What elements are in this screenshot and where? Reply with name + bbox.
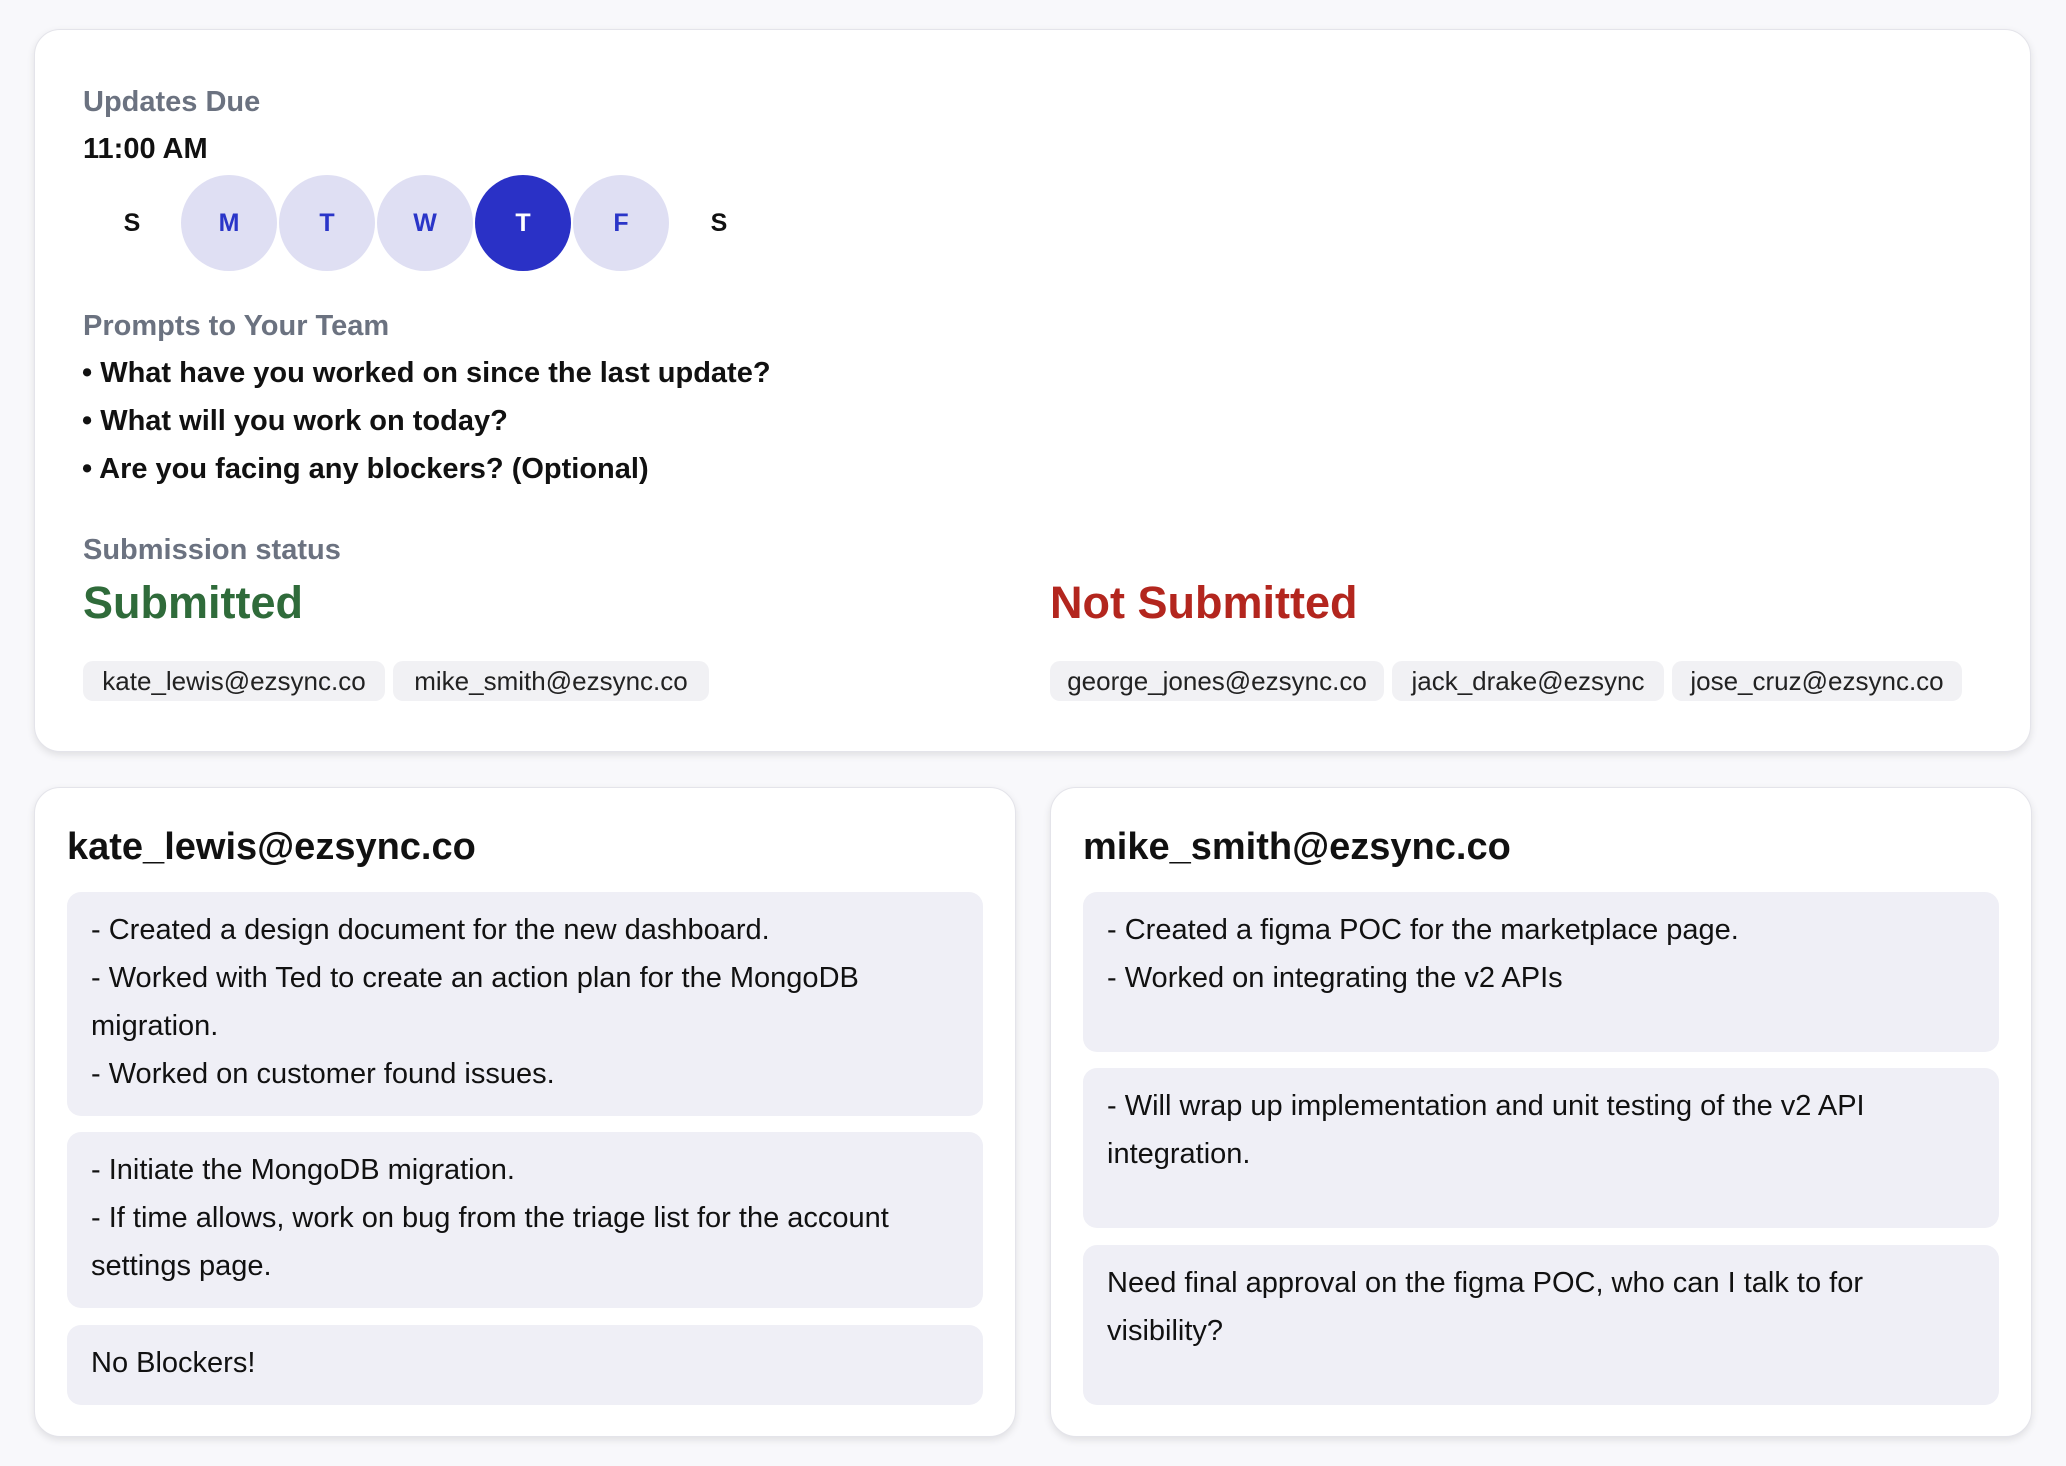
answer-today	[1083, 1068, 1999, 1228]
answer-line: integration.	[1107, 1138, 1251, 1170]
submitted-user-chip[interactable]: mike_smith@ezsync.co	[393, 661, 709, 701]
prompts-label: Prompts to Your Team	[83, 310, 390, 342]
user-update-card	[34, 787, 1016, 1437]
user-email-title: mike_smith@ezsync.co	[1083, 826, 1511, 868]
day-monday[interactable]: M	[181, 175, 277, 271]
answer-line: - Will wrap up implementation and unit testing of the v2 API	[1107, 1090, 1865, 1122]
prompt-item: • Are you facing any blockers? (Optional)	[82, 453, 649, 485]
prompt-item: • What have you worked on since the last update?	[82, 357, 771, 389]
day-wednesday[interactable]: W	[377, 175, 473, 271]
answer-line: No Blockers!	[91, 1347, 256, 1379]
answer-line: - If time allows, work on bug from the triage list for the account	[91, 1202, 889, 1234]
answer-line: - Worked on customer found issues.	[91, 1058, 555, 1090]
day-saturday[interactable]: S	[710, 208, 728, 237]
answer-today	[67, 1132, 983, 1308]
answer-line: - Worked with Ted to create an action plan for the MongoDB	[91, 962, 859, 994]
day-friday[interactable]: F	[573, 175, 669, 271]
submitted-user-chip[interactable]: kate_lewis@ezsync.co	[83, 661, 385, 701]
not-submitted-user-chip[interactable]: george_jones@ezsync.co	[1050, 661, 1384, 701]
answer-blockers	[67, 1325, 983, 1405]
user-email-title: kate_lewis@ezsync.co	[67, 826, 476, 868]
standup-summary-card	[34, 29, 2031, 752]
not-submitted-user-chip[interactable]: jack_drake@ezsync	[1392, 661, 1664, 701]
answer-line: - Created a figma POC for the marketplace page.	[1107, 914, 1739, 946]
answer-worked-on	[1083, 892, 1999, 1052]
day-thursday[interactable]: T	[475, 175, 571, 271]
answer-line: - Initiate the MongoDB migration.	[91, 1154, 515, 1186]
not-submitted-heading: Not Submitted	[1050, 577, 1358, 628]
user-update-card	[1050, 787, 2032, 1437]
day-tuesday[interactable]: T	[279, 175, 375, 271]
answer-blockers	[1083, 1245, 1999, 1405]
answer-line: settings page.	[91, 1250, 272, 1282]
submitted-heading: Submitted	[83, 577, 303, 628]
prompt-item: • What will you work on today?	[82, 405, 508, 437]
day-sunday[interactable]: S	[123, 208, 141, 237]
answer-line: - Created a design document for the new dashboard.	[91, 914, 770, 946]
updates-due-label: Updates Due	[83, 86, 261, 118]
answer-line: Need final approval on the figma POC, who can I talk to for	[1107, 1267, 1864, 1299]
submission-status-label: Submission status	[83, 534, 341, 566]
answer-line: visibility?	[1107, 1315, 1224, 1347]
answer-line: - Worked on integrating the v2 APIs	[1107, 962, 1563, 994]
answer-line: migration.	[91, 1010, 219, 1042]
not-submitted-user-chip[interactable]: jose_cruz@ezsync.co	[1672, 661, 1962, 701]
due-time: 11:00 AM	[83, 133, 208, 165]
answer-worked-on	[67, 892, 983, 1116]
